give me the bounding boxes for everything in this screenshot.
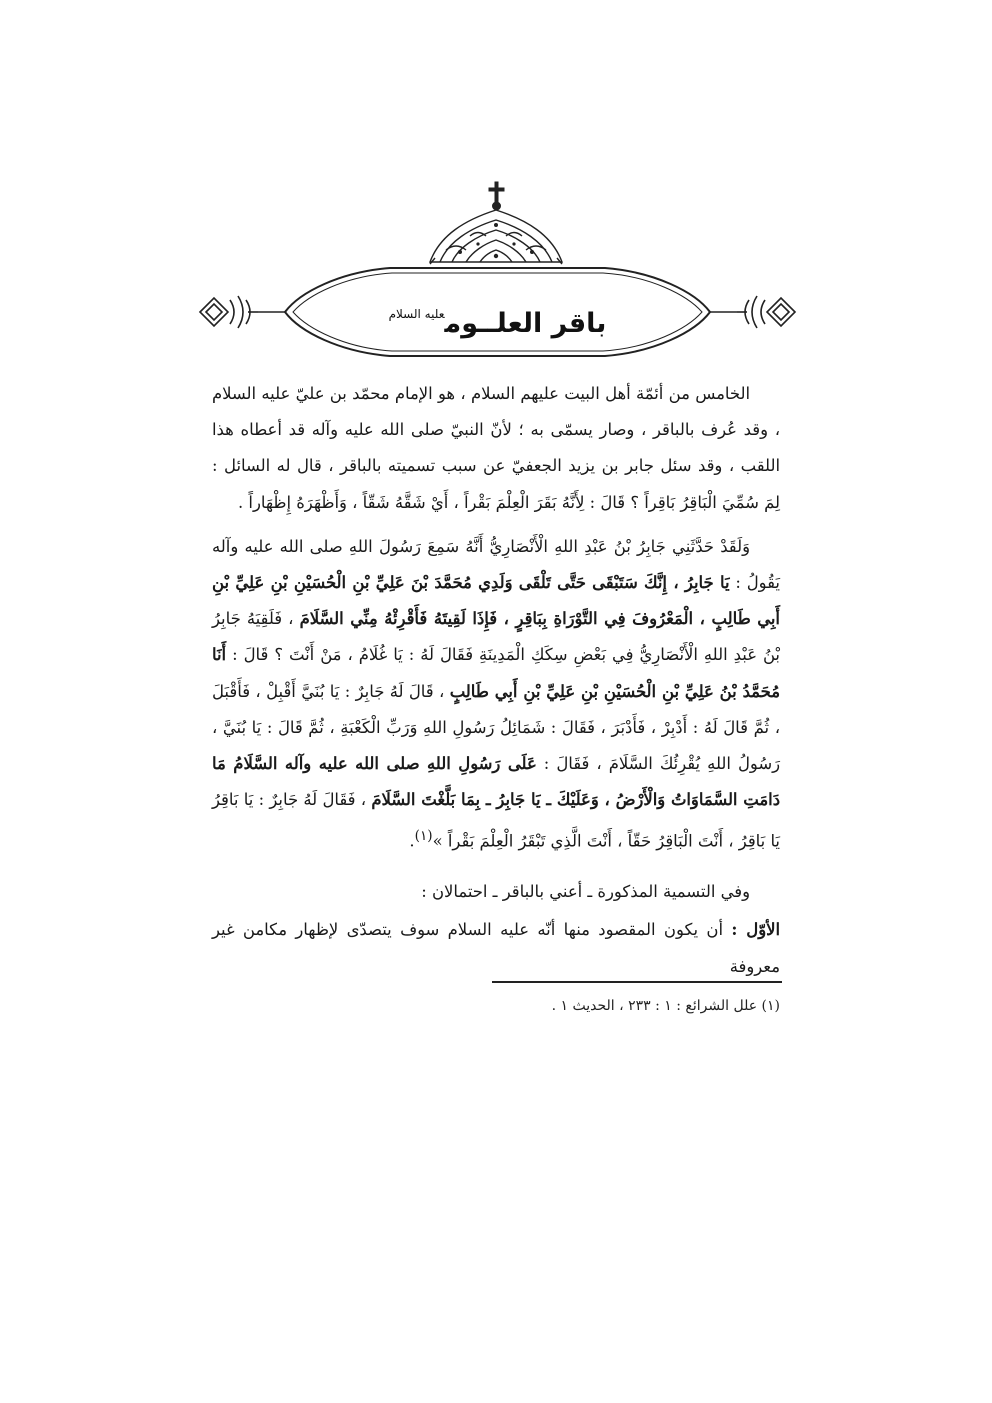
p2-part-d: أَنَا مُحَمَّدُ بْنُ عَلِيِّ بْنِ الْحُسَيْنِ بْنِ عَلِيِّ بْنِ أَبِي طَالِبٍ xyxy=(212,645,781,701)
title-main: باقر العلــوم xyxy=(444,308,607,339)
paragraph-1: الخامس من أئمّة أهل البيت عليهم السلام ، هو الإمام محمّد بن عليّ عليه السلام ، وقد عُرف بالباقر ، وصار يسمّى به ؛ لأنّ النبيّ صلى الله عليه وآله قد أعطاه هذا اللقب ، وقد سئل جابر بن يزيد الجعفيّ عن سبب تسميته بالباقر ، قال له السائل : لِمَ سُمِّيَ الْبَاقِرُ بَاقِراً ؟ قَالَ : لِأَنَّهُ بَقَرَ الْعِلْمَ بَقْراً ، أَيْ شَقَّهُ شَقّاً ، وَأَظْهَرَهُ إِظْهَاراً . xyxy=(212,384,780,512)
chapter-title xyxy=(190,308,805,339)
paragraph-4 xyxy=(212,912,780,984)
ornament-frame xyxy=(190,180,805,380)
p2-part-a: وَلَقَدْ حَدَّثَنِي جَابِرُ بْنُ عَبْدِ اللهِ الْأَنْصَارِيُّ أَنَّهُ سَمِعَ رَسُولَ اللهِ صلى الله عليه وآله يَقُولُ : xyxy=(212,536,780,593)
p2-end: . xyxy=(409,831,415,851)
finial-ornament xyxy=(489,182,504,210)
footnote-ref[interactable]: (١) xyxy=(414,828,433,845)
p4-text: أن يكون المقصود منها أنّه عليه السلام سوف يتصدّى لإظهار مكامن غير معروفة xyxy=(212,920,780,976)
footnote-divider xyxy=(492,981,782,983)
chapter-header xyxy=(190,180,805,380)
body-text xyxy=(212,376,780,985)
paragraph-2 xyxy=(212,529,780,860)
p2-part-e: ، قَالَ لَهُ جَابِرٌ : يَا بُنَيَّ أَقْبِلْ ، فَأَقْبَلَ ، ثُمَّ قَالَ لَهُ : أَدْبِرْ ، فَأَدْبَرَ ، فَقَالَ : شَمَائِلُ رَسُولِ اللهِ وَرَبِّ الْكَعْبَةِ ، ثُمَّ قَالَ : يَا بُنَيَّ ، رَسُولُ اللهِ يُقْرِئُكَ السَّلَامَ ، فَقَالَ : xyxy=(212,681,780,774)
paragraph-3: وفي التسمية المذكورة ـ أعني بالباقر ـ احتمالان : xyxy=(421,882,750,902)
p2-part-g: ، فَقَالَ لَهُ جَابِرٌ : يَا بَاقِرُ يَا بَاقِرُ ، أَنْتَ الْبَاقِرُ حَقّاً ، أَنْتَ الَّذِي تَبْقَرُ الْعِلْمَ بَقْراً » xyxy=(212,790,780,851)
footnote: (١) علل الشرائع : ١ : ٢٣٣ ، الحديث ١ . xyxy=(551,998,780,1014)
title-honor: عليه السلام xyxy=(388,307,445,321)
p2-part-c: ، فَلَقِيَهُ جَابِرُ بْنُ عَبْدِ اللهِ الْأَنْصَارِيُّ فِي بَعْضِ سِكَكِ الْمَدِينَةِ فَقَالَ لَهُ : يَا غُلَامُ ، مَنْ أَنْتَ ؟ قَالَ : xyxy=(212,609,780,665)
p4-label: الأوّل : xyxy=(731,920,781,940)
p2-part-b: يَا جَابِرُ ، إِنَّكَ سَتَبْقَى حَتَّى تَلْقَى وَلَدِي مُحَمَّدَ بْنَ عَلِيِّ بْنِ الْحُسَيْنِ بْنِ عَلِيِّ بْنِ أَبِي طَالِبٍ ، الْمَعْرُوفَ فِي التَّوْرَاةِ بِبَاقِرٍ ، فَإِذَا لَقِيتَهُ فَأَقْرِئْهُ مِنِّي السَّلَامَ xyxy=(212,573,780,629)
p2-part-f: عَلَى رَسُولِ اللهِ صلى الله عليه وآله السَّلَامُ مَا دَامَتِ السَّمَاوَاتُ وَالْأَرْضُ ، وَعَلَيْكَ ـ يَا جَابِرُ ـ بِمَا بَلَّغْتَ السَّلَامَ xyxy=(212,754,780,810)
